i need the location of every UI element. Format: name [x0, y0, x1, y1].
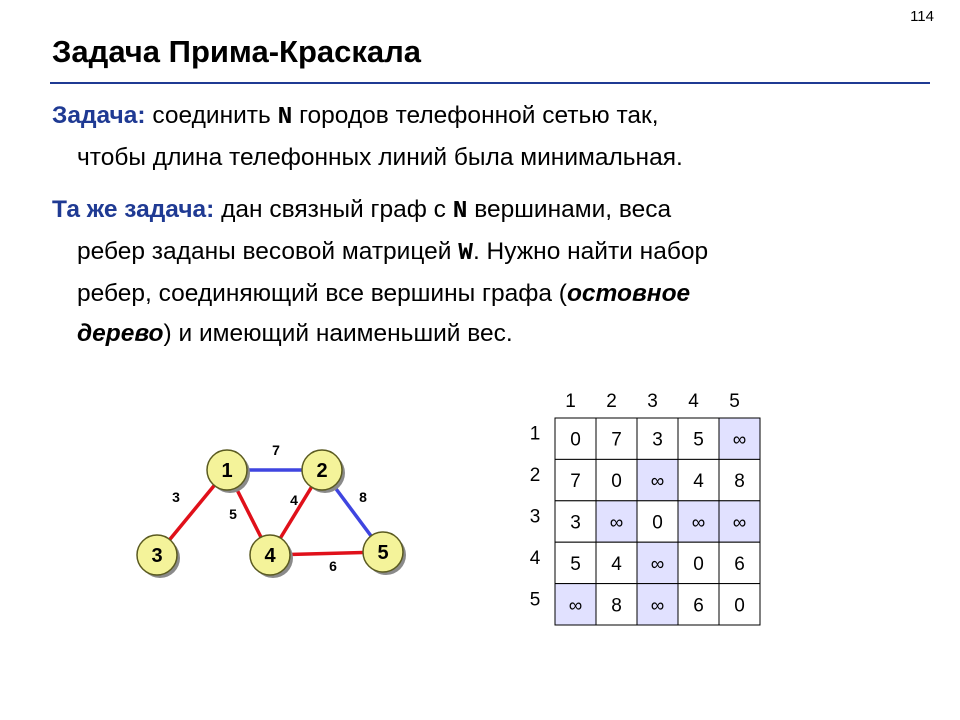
matrix-value-4-2: 4 [611, 553, 622, 575]
task-label: Задача: [52, 102, 146, 129]
matrix-value-2-5: 8 [734, 471, 745, 493]
matrix-value-3-4: ∞ [691, 512, 706, 534]
node-label-2: 2 [316, 460, 328, 482]
matrix-row-header-5: 5 [529, 589, 541, 611]
node-label-3: 3 [151, 545, 163, 567]
matrix-value-5-3: ∞ [650, 595, 665, 617]
matrix-value-1-1: 0 [570, 429, 581, 451]
edge-weight-1-3: 3 [172, 489, 180, 505]
edge-weight-1-2: 7 [272, 442, 280, 458]
edge-weight-4-5: 6 [329, 558, 337, 574]
matrix-row-header-2: 2 [529, 465, 541, 487]
matrix-col-header-1: 1 [565, 391, 576, 412]
matrix-value-1-3: 3 [652, 429, 663, 451]
same-task-text-1: дан связный граф с [214, 196, 453, 223]
same-task-label: Та же задача: [52, 196, 215, 223]
matrix-value-4-5: 6 [734, 553, 745, 575]
matrix-row-header-3: 3 [529, 506, 541, 528]
matrix-value-2-2: 0 [611, 471, 622, 493]
matrix-value-5-4: 6 [693, 595, 704, 617]
matrix-value-1-5: ∞ [732, 429, 747, 451]
slide-title: Задача Прима-Краскала [52, 34, 422, 69]
node-label-1: 1 [221, 460, 233, 482]
task-text-before: соединить [145, 102, 278, 129]
matrix-value-4-3: ∞ [650, 553, 665, 575]
matrix-col-header-4: 4 [688, 391, 699, 412]
same-task-var-w: W [458, 240, 473, 267]
matrix-col-header-3: 3 [647, 391, 658, 412]
node-label-4: 4 [264, 545, 276, 567]
matrix-value-2-1: 7 [570, 471, 581, 493]
matrix-value-5-1: ∞ [568, 595, 583, 617]
same-task-emph-1: остовное [566, 280, 691, 307]
edge-weight-2-5: 8 [359, 489, 367, 505]
matrix-value-2-4: 4 [693, 471, 704, 493]
matrix-value-3-2: ∞ [609, 512, 624, 534]
same-task-var-n: N [452, 198, 468, 225]
matrix-value-1-2: 7 [611, 429, 622, 451]
page-number: 114 [910, 8, 934, 25]
matrix-row-header-1: 1 [529, 423, 541, 445]
same-task-text-6: ) и имеющий наименьший вес. [163, 320, 513, 347]
matrix-row-header-4: 4 [529, 547, 541, 569]
task-line-2: чтобы длина телефонных линий была минимальная. [77, 144, 683, 171]
edge-weight-2-4: 4 [290, 492, 298, 508]
matrix-value-3-1: 3 [570, 512, 581, 534]
matrix-value-5-2: 8 [611, 595, 622, 617]
matrix-value-4-1: 5 [570, 553, 581, 575]
task-var-n: N [277, 104, 293, 131]
task-text-after: городов телефонной сетью так, [292, 102, 659, 129]
matrix-value-2-3: ∞ [650, 471, 665, 493]
same-task-text-3: ребер заданы весовой матрицей [77, 238, 459, 265]
matrix-value-3-3: 0 [652, 512, 663, 534]
same-task-text-2: вершинами, веса [467, 196, 672, 223]
matrix-col-header-5: 5 [729, 391, 740, 412]
same-task-emph-2: дерево [77, 320, 164, 347]
matrix-value-3-5: ∞ [732, 512, 747, 534]
matrix-value-4-4: 0 [693, 553, 704, 575]
same-task-text-5: ребер, соединяющий все вершины графа ( [77, 280, 567, 307]
edge-weight-1-4: 5 [229, 506, 237, 522]
matrix-value-5-5: 0 [734, 595, 745, 617]
matrix-col-header-2: 2 [606, 391, 617, 412]
matrix-value-1-4: 5 [693, 429, 704, 451]
node-label-5: 5 [377, 542, 389, 564]
same-task-text-4: . Нужно найти набор [472, 238, 709, 265]
